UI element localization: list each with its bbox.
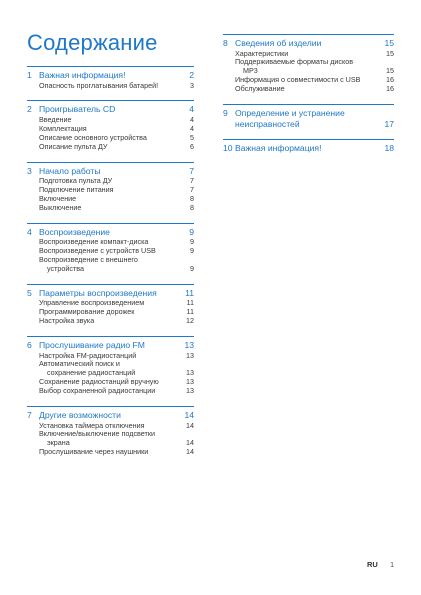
toc-item-list bbox=[27, 177, 194, 213]
toc-item-label-continued: экрана bbox=[47, 438, 70, 448]
toc-item-label: Комплектация bbox=[39, 123, 87, 133]
toc-item-text bbox=[27, 82, 180, 91]
toc-item-label: Прослушивание через наушники bbox=[39, 447, 149, 457]
toc-item-text bbox=[27, 317, 180, 326]
toc-item-label: Введение bbox=[39, 114, 72, 124]
toc-item-text bbox=[27, 448, 180, 457]
section-number: 8 bbox=[223, 38, 228, 48]
toc-section bbox=[223, 34, 394, 94]
toc-item-page-number: 6 bbox=[190, 141, 194, 151]
toc-item-page-number: 13 bbox=[186, 386, 194, 396]
toc-item[interactable] bbox=[223, 85, 394, 94]
section-number: 2 bbox=[27, 104, 32, 115]
toc-item-label: Информация о совместимости с USB bbox=[235, 75, 361, 85]
toc-item-page-number: 16 bbox=[386, 84, 394, 94]
toc-item[interactable] bbox=[27, 143, 194, 152]
toc-section bbox=[27, 162, 194, 213]
toc-item-label: Выключение bbox=[39, 202, 82, 212]
toc-item-page-number: 9 bbox=[190, 263, 194, 273]
toc-section-heading[interactable] bbox=[223, 143, 394, 154]
toc-section bbox=[223, 104, 394, 129]
toc-right-column bbox=[223, 34, 394, 164]
toc-section-heading[interactable] bbox=[27, 227, 194, 238]
toc-item-page-number: 8 bbox=[190, 202, 194, 212]
toc-item[interactable] bbox=[27, 387, 194, 396]
section-number: 3 bbox=[27, 165, 32, 176]
toc-item-page-number: 9 bbox=[190, 246, 194, 256]
toc-section bbox=[27, 66, 194, 90]
toc-item-list bbox=[27, 116, 194, 152]
toc-item-page-number: 13 bbox=[186, 368, 194, 378]
toc-item[interactable] bbox=[27, 448, 194, 457]
toc-item-page-number: 8 bbox=[190, 193, 194, 203]
toc-item-label: Воспроизведение с внешнего bbox=[39, 254, 138, 264]
toc-item-label: Настройка звука bbox=[39, 316, 95, 326]
toc-item-label: Описание основного устройства bbox=[39, 132, 147, 142]
toc-item[interactable] bbox=[27, 430, 194, 448]
section-title: Важная информация! bbox=[39, 70, 126, 80]
toc-item-text bbox=[27, 430, 180, 448]
section-title: Важная информация! bbox=[235, 143, 322, 154]
toc-item-page-number: 7 bbox=[190, 184, 194, 194]
section-title: Воспроизведение bbox=[39, 226, 110, 237]
section-page-number: 9 bbox=[189, 226, 194, 237]
toc-item-label: Программирование дорожек bbox=[39, 307, 135, 317]
toc-section-heading[interactable] bbox=[27, 410, 194, 421]
toc-item-label: Воспроизведение компакт-диска bbox=[39, 237, 149, 247]
section-page-number: 18 bbox=[384, 143, 394, 154]
toc-item[interactable] bbox=[27, 360, 194, 378]
section-title: Начало работы bbox=[39, 165, 101, 176]
toc-item-label: Выбор сохраненной радиостанции bbox=[39, 386, 156, 396]
section-page-number: 14 bbox=[184, 410, 194, 421]
section-number: 4 bbox=[27, 226, 32, 237]
section-number: 9 bbox=[223, 108, 228, 119]
section-number: 1 bbox=[27, 70, 32, 80]
section-number: 5 bbox=[27, 287, 32, 298]
toc-item-label-continued: устройства bbox=[47, 263, 85, 273]
toc-item-label: Воспроизведение с устройств USB bbox=[39, 246, 156, 256]
toc-item-label: Автоматический поиск и bbox=[39, 359, 120, 369]
toc-item-text bbox=[27, 256, 180, 274]
toc-item-list bbox=[27, 82, 194, 91]
section-title: Другие возможности bbox=[39, 410, 121, 421]
toc-section bbox=[27, 223, 194, 274]
toc-item-label: Подготовка пульта ДУ bbox=[39, 176, 113, 186]
toc-item-text bbox=[27, 387, 180, 396]
toc-item-page-number: 9 bbox=[190, 237, 194, 247]
toc-section-heading[interactable] bbox=[223, 108, 394, 129]
section-page-number: 11 bbox=[185, 287, 194, 298]
toc-item-label-continued: MP3 bbox=[243, 66, 258, 76]
toc-item[interactable] bbox=[223, 58, 394, 76]
toc-item[interactable] bbox=[27, 82, 194, 91]
toc-section-heading[interactable] bbox=[223, 38, 394, 49]
section-number: 6 bbox=[27, 340, 32, 350]
toc-item-label: Обслуживание bbox=[235, 84, 285, 94]
toc-item-page-number: 14 bbox=[186, 447, 194, 457]
toc-item-label: Включение/выключение подсветки bbox=[39, 429, 155, 439]
page-number: 1 bbox=[390, 560, 395, 569]
toc-item-page-number: 11 bbox=[186, 307, 194, 317]
toc-section bbox=[27, 406, 194, 457]
toc-item-text bbox=[27, 204, 180, 213]
toc-section-heading[interactable] bbox=[27, 340, 194, 351]
section-page-number: 15 bbox=[384, 38, 394, 48]
toc-section bbox=[27, 100, 194, 151]
toc-item[interactable] bbox=[27, 204, 194, 213]
toc-item-list bbox=[27, 299, 194, 326]
toc-section-heading[interactable] bbox=[27, 288, 194, 299]
section-number: 7 bbox=[27, 410, 32, 421]
toc-item-page-number: 15 bbox=[386, 66, 394, 76]
toc-item-list bbox=[27, 238, 194, 274]
section-page-number: 17 bbox=[384, 118, 394, 129]
toc-item-list bbox=[27, 352, 194, 397]
section-page-number: 7 bbox=[189, 165, 194, 176]
section-title: Сведения об изделии bbox=[235, 38, 322, 48]
toc-item-label: Подключение питания bbox=[39, 184, 114, 194]
toc-section bbox=[223, 139, 394, 154]
section-title: Проигрыватель CD bbox=[39, 104, 116, 115]
toc-item-page-number: 4 bbox=[190, 123, 194, 133]
toc-item-label: Установка таймера отключения bbox=[39, 420, 145, 430]
section-number: 10 bbox=[223, 143, 233, 154]
toc-item-page-number: 3 bbox=[190, 80, 194, 90]
toc-section bbox=[27, 284, 194, 326]
toc-item-page-number: 16 bbox=[386, 75, 394, 85]
toc-left-column bbox=[27, 66, 194, 467]
toc-item-text bbox=[27, 143, 180, 152]
toc-item-page-number: 4 bbox=[190, 114, 194, 124]
toc-item-page-number: 5 bbox=[190, 132, 194, 142]
toc-item-page-number: 14 bbox=[186, 420, 194, 430]
toc-section-heading[interactable] bbox=[27, 70, 194, 81]
toc-item-label: Включение bbox=[39, 193, 77, 203]
toc-item-page-number: 12 bbox=[186, 316, 194, 326]
toc-item-page-number: 11 bbox=[186, 298, 194, 308]
toc-item-page-number: 7 bbox=[190, 176, 194, 186]
toc-item-page-number: 13 bbox=[186, 350, 194, 360]
toc-item-label: Сохранение радиостанций вручную bbox=[39, 377, 159, 387]
toc-item-list bbox=[27, 422, 194, 458]
section-title: Параметры воспроизведения bbox=[39, 287, 157, 298]
toc-item-page-number: 14 bbox=[186, 438, 194, 448]
toc-item-text bbox=[27, 360, 180, 378]
section-page-number: 13 bbox=[184, 340, 194, 350]
toc-item-text bbox=[223, 58, 380, 76]
section-page-number: 4 bbox=[189, 104, 194, 115]
page-title: Содержание bbox=[27, 30, 158, 55]
toc-section-heading[interactable] bbox=[27, 104, 194, 115]
toc-item-label: Настройка FM-радиостанций bbox=[39, 350, 137, 360]
toc-item-label-continued: сохранение радиостанций bbox=[47, 368, 136, 378]
toc-section-heading[interactable] bbox=[27, 166, 194, 177]
toc-item-list bbox=[223, 50, 394, 95]
section-title: Прослушивание радио FM bbox=[39, 340, 145, 350]
toc-item-label: Описание пульта ДУ bbox=[39, 141, 108, 151]
toc-section bbox=[27, 336, 194, 396]
toc-item-text bbox=[223, 85, 380, 94]
toc-item[interactable] bbox=[27, 256, 194, 274]
toc-item-label: Опасность проглатывания батарей! bbox=[39, 80, 159, 90]
toc-item-label: Управление воспроизведением bbox=[39, 298, 145, 308]
toc-item-page-number: 15 bbox=[386, 48, 394, 58]
language-label: RU bbox=[367, 560, 378, 569]
toc-item[interactable] bbox=[27, 317, 194, 326]
toc-item-label: Характеристики bbox=[235, 48, 289, 58]
section-page-number: 2 bbox=[189, 70, 194, 80]
toc-item-label: Поддерживаемые форматы дисков bbox=[235, 57, 354, 67]
toc-item-page-number: 13 bbox=[186, 377, 194, 387]
section-title: Определение и устранение неисправностей bbox=[235, 108, 345, 129]
